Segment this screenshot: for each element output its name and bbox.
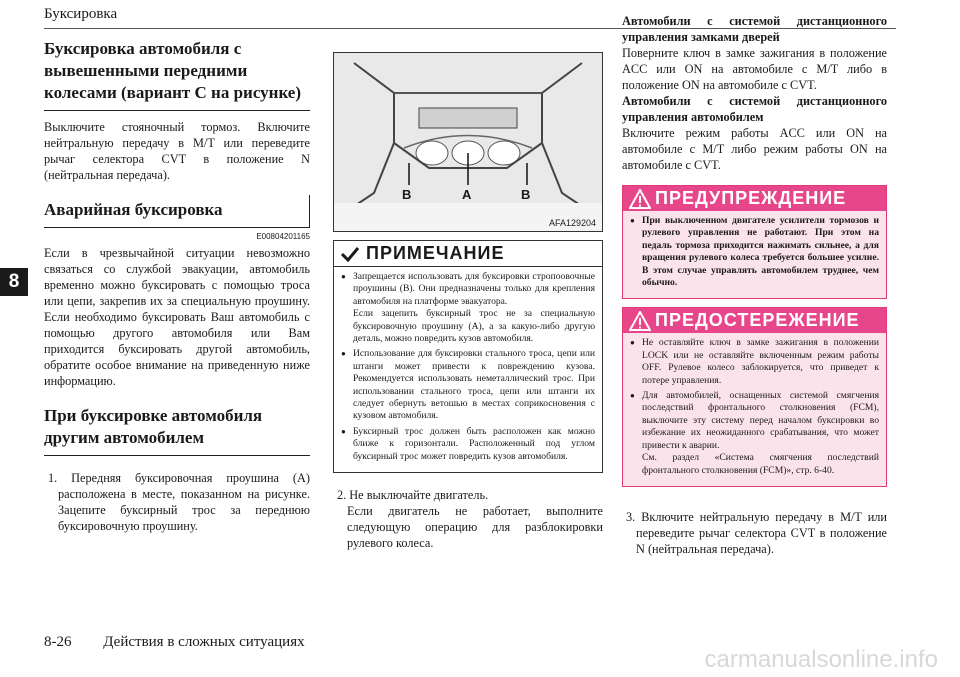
note-item-1 [341, 271, 595, 345]
caution-box [622, 307, 887, 486]
towing-hook-figure [333, 52, 603, 232]
watermark: carmanualsonline.info [704, 646, 938, 673]
note-item-2: ● Использование для буксировки стального троса, цепи или штанги может привести к повреждению кузова. Рекомендуется использовать неметаллический трос. При использовании стального троса, цепи или штанги их следует обернуть ветошью в местах соприкосновения с кузовом автомобиля. [341, 348, 595, 422]
step-2-text: Если двигатель не работает, выполните следующую операцию для разблокировки рулевого колеса. [347, 504, 603, 551]
step-2-title: 2. Не выключайте двигатель. [337, 488, 489, 503]
column-2 [333, 52, 603, 551]
caution-item-1: ● Не оставляйте ключ в замке зажигания в положении LOCK или не оставляйте включенным режим работы OFF. Рулевое колесо заблокируется, что приведет к потере управления. [630, 337, 879, 387]
warning-item-1: ● При выключенном двигателе усилители тормозов и рулевого управления не работают. При этом на педаль тормоза приходится нажимать сильнее, а для вращения рулевого колеса требуется большее усилие. В этом случае управлять автомобилем труднее, чем обычно. [630, 215, 879, 289]
paragraph-remote-door-locks: Поверните ключ в замке зажигания в положение ACC или ON на автомобиле с M/T либо в положение ON на автомобиле с CVT. [622, 46, 887, 92]
caution-triangle-icon [629, 311, 651, 331]
caution-title: ПРЕДОСТЕРЕЖЕНИЕ [655, 310, 860, 331]
figure-label-a: A [462, 187, 472, 202]
warning-box [622, 185, 887, 299]
section-heading-emergency-towing: Аварийная буксировка [44, 195, 310, 228]
column-1 [44, 38, 310, 534]
footer-page-number: 8-26 [44, 634, 72, 650]
caution-item-2-extra: См. раздел «Система смягчения последствий фронтального столкновения (FCM)», стр. 6-40. [642, 452, 879, 476]
check-icon [340, 246, 360, 262]
note-item-1-extra: Если зацепить буксирный трос не за специальную буксировочную проушину (A), а за какую-либо другую деталь, можно повредить кузов автомобиля. [353, 308, 595, 345]
warning-list [623, 211, 886, 298]
page-footer [44, 634, 305, 651]
note-item-1-text: Запрещается использовать для буксировки стропоовочные проушины (B). Они предназначены только для крепления автомобиля на платформе эвакуатора. [353, 271, 595, 307]
caution-item-2 [630, 390, 879, 477]
step-1: 1. Передняя буксировочная проушина (A) расположена в месте, показанном на рисунке. Зацепите буксирный трос за переднюю буксировочную проушину. [48, 471, 310, 533]
paragraph-front-wheels: Выключите стояночный тормоз. Включите нейтральную передачу в M/T или переведите рычаг селектора CVT в положение N (нейтральная передача). [44, 120, 310, 182]
warning-triangle-icon [629, 189, 651, 209]
section-heading-front-wheels: Буксировка автомобиля с вывешенными передними колесами (вариант С на рисунке) [44, 38, 310, 111]
running-title: Буксировка [44, 6, 118, 22]
note-list [334, 267, 602, 472]
warning-body [623, 211, 886, 298]
note-header [334, 241, 602, 267]
caution-header [623, 308, 886, 333]
note-title: ПРИМЕЧАНИЕ [366, 243, 505, 263]
chapter-tab: 8 [0, 268, 28, 296]
note-box [333, 240, 603, 473]
caution-list [623, 333, 886, 485]
subheading-remote-vehicle-control: Автомобили с системой дистанционного управления автомобилем [622, 94, 887, 124]
section-heading-towing-by-vehicle: При буксировке автомобиля другим автомобилем [44, 405, 310, 456]
step-3: 3. Включите нейтральную передачу в M/T или переведите рычаг селектора CVT в положение N (нейтральная передача). [626, 509, 887, 556]
figure-label-b-left: B [402, 187, 412, 202]
column-3 [622, 13, 887, 557]
footer-section-title: Действия в сложных ситуациях [103, 634, 305, 650]
figure-code: AFA129204 [548, 218, 596, 228]
figure-label-b-right: B [521, 187, 531, 202]
section-code: E00804201165 [256, 232, 310, 241]
caution-body [623, 333, 886, 485]
paragraph-emergency-towing: Если в чрезвычайной ситуации невозможно связаться со службой эвакуации, автомобиль временно можно буксировать с помощью троса или цепи, закрепив их за специальную проушину. Если необходимо буксировать Ваш автомобиль с помощью другого автомобиля или Вам приходится буксировать другой автомобиль, обратите особое внимание на приведенную ниже информацию. [44, 246, 310, 388]
paragraph-remote-vehicle-control: Включите режим работы ACC или ON на автомобиле с M/T либо режим работы ON на автомобиле с CVT. [622, 126, 887, 172]
warning-header [623, 186, 886, 211]
note-item-3: ● Буксирный трос должен быть расположен как можно ближе к горизонтали. Расположенный под углом буксирный трос может повредить кузов автомобиля. [341, 426, 595, 463]
caution-item-2-text: Для автомобилей, оснащенных системой смягчения последствий фронтального столкновения (FCM), выключите эту систему перед началом буксировки во избежание их неожиданного срабатывания, что может привести к аварии. [642, 390, 879, 451]
warning-title: ПРЕДУПРЕЖДЕНИЕ [655, 188, 847, 208]
vehicle-underside-illustration [334, 53, 602, 231]
subheading-remote-door-locks: Автомобили с системой дистанционного управления замками дверей [622, 14, 887, 44]
